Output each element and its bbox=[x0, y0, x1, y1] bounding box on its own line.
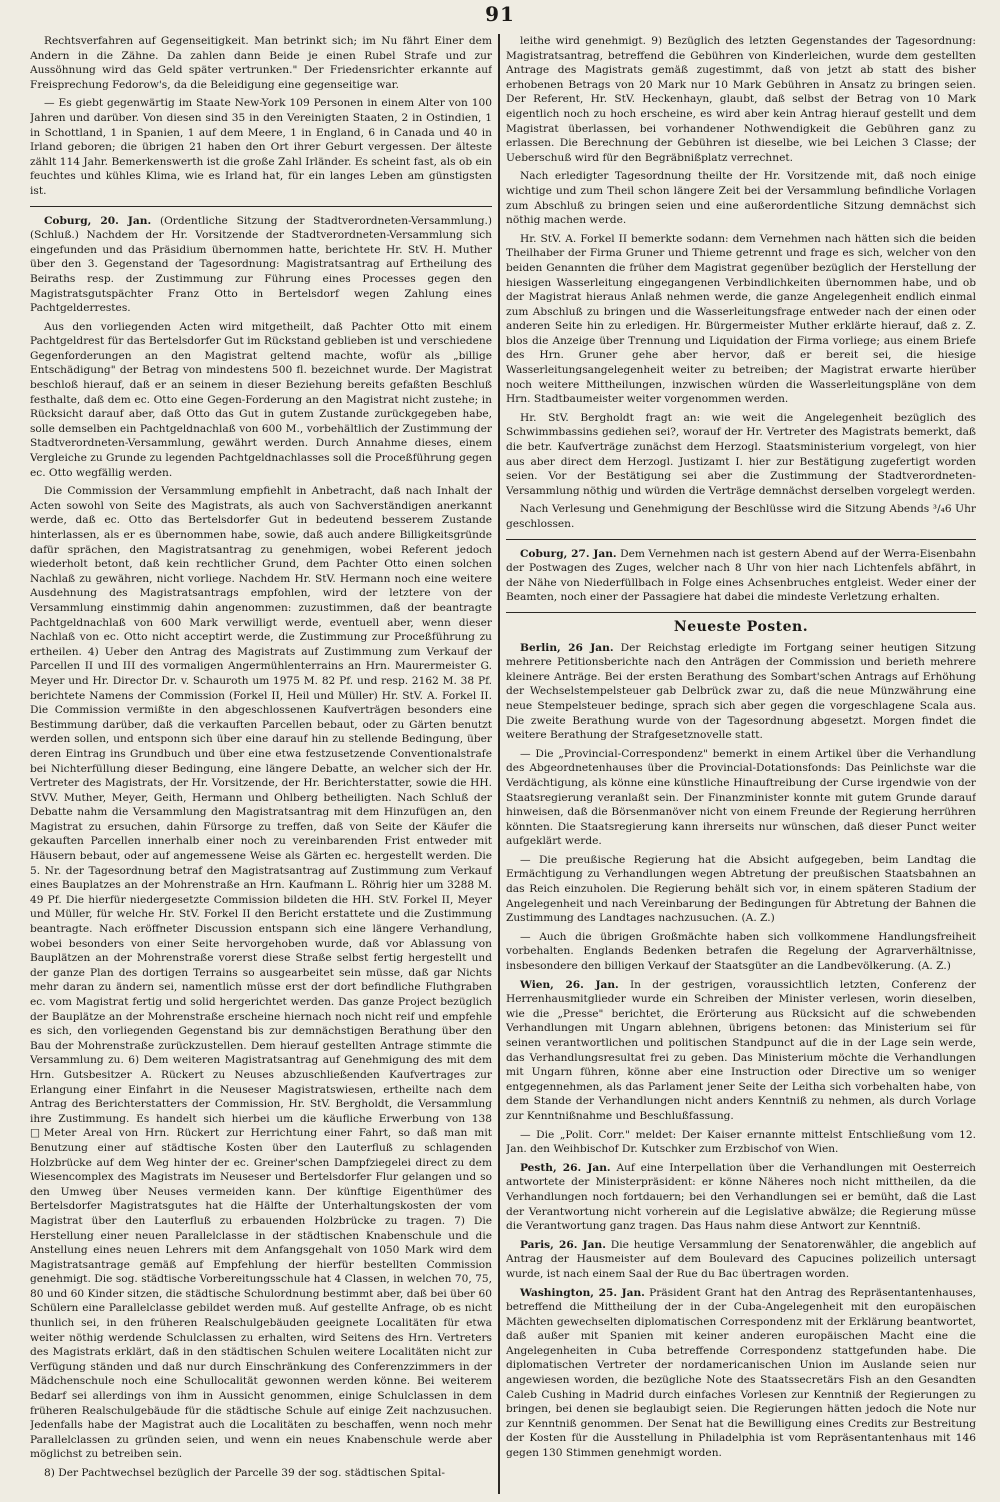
news-item bbox=[30, 214, 492, 316]
dateline: Berlin, 26 Jan. bbox=[520, 641, 614, 654]
dateline: Wien, 26. Jan. bbox=[520, 978, 619, 991]
article-paragraph bbox=[506, 930, 976, 974]
right-column bbox=[506, 34, 976, 1494]
dateline: Coburg, 20. Jan. bbox=[44, 214, 152, 227]
paragraph-text: Präsident Grant hat den Antrag des Repräsentantenhauses, betreffend die Mittheilung der in der Cuba-Angelegenheit mit den europäischen Mächten gewechselten diplomatischen Correspondenz mit der Erklärung beantwortet, daß außer mit Spanien mit keiner anderen europäischen Macht eine die Angelegenheiten in Cuba betreffende Correspondenz stattgefunden habe. Die diplomatischen Vertreter der nordamericanischen Union im Auslande seien nur angewiesen worden, die bezügliche Note des Staatssecretärs Fish an den Gesandten Caleb Cushing in Madrid durch einfaches Vorlesen zur Kenntniß der Regierungen zu bringen, bei denen sie beglaubigt seien. Die Regierungen hätten jedoch die Note nur zur Kenntniß genommen. Der Senat hat die Bewilligung eines Credits zur Bestreitung der Kosten für die Ausstellung in Philadelphia ist vom Repräsentantenhaus mit 146 gegen 130 Stimmen genehmigt worden. bbox=[506, 1286, 976, 1460]
paragraph-text: Auf eine Interpellation über die Verhandlungen mit Oesterreich antwortete der Ministerpräsident: er könne Näheres noch nicht mittheilen, da die Verhandlungen noch fortdauern; bei den Verhandlungen sei er bemüht, daß die Last der Verantwortung nicht vorherein auf die Legislative abwälze; die Regierung müsse die Verantwortung ganz tragen. Das Haus nahm diese Antwort zur Kenntniß. bbox=[506, 1161, 976, 1233]
news-item bbox=[506, 547, 976, 605]
article-paragraph bbox=[506, 34, 976, 165]
section-heading: Neueste Posten. bbox=[673, 618, 809, 635]
section-divider bbox=[506, 539, 976, 540]
dateline: Coburg, 27. Jan. bbox=[520, 547, 617, 560]
article-paragraph bbox=[506, 169, 976, 227]
dateline: Pesth, 26. Jan. bbox=[520, 1161, 611, 1174]
paragraph-text: Die Commission der Versammlung empfiehlt in Anbetracht, daß nach Inhalt der Acten sowohl von Seite des Magistrats, als auch von Sachverständigen anerkannt werde, daß ec. Otto das Bertelsdorfer Gut in bedeutend besserem Zustande hinterlassen, als er es übernommen habe, sowie, daß auch andere Billigkeitsgründe dafür sprächen, den Magistratsantrag zu genehmigen, wobei Referent jedoch wiederholt betont, daß kein rechtlicher Grund, dem Pachter Otto einen solchen Nachlaß zu gewähren, nicht vorliege. Nachdem Hr. StV. Hermann noch eine weitere Ausdehnung des Magistratsantrags empfohlen, wird der letztere von der Versammlung einstimmig dahin angenommen: zuzustimmen, daß der beantragte Pachtgeldnachlaß von 600 Mark verwilligt werde, eventuell aber, wenn dieser Nachlaß von ec. Otto nicht acceptirt werde, die Zustimmung zur Proceßführung zu ertheilen. 4) Ueber den Antrag des Magistrats auf Zustimmung zum Verkauf der Parcellen II und III des vormaligen Angermühlenterrains an Hrn. Maurermeister G. Meyer und Hr. Director Dr. v. Schauroth um 1975 M. 82 Pf. und resp. 2162 M. 38 Pf. berichtete Namens der Commission (Forkel II, Heil und Müller) Hr. StV. A. Forkel II. Die Commission vermißte in den abgeschlossenen Kaufverträgen besonders eine Bestimmung darüber, daß die verkauften Parcellen bebaut, oder zu Gärten benutzt werden sollen, und entsponn sich über eine darauf hin zu stellende Bedingung, über deren Eintrag ins Grundbuch und über eine etwa festzusetzende Conventionalstrafe bei Nichterfüllung dieser Bedingung, eine längere Debatte, an welcher sich der Hr. Vertreter des Magistrats, der Hr. Vorsitzende, der Hr. Berichterstatter, sowie die HH. StVV. Muther, Meyer, Geith, Hermann und Ohlberg betheiligten. Nach Schluß der Debatte nahm die Versammlung den Magistratsantrag mit dem Hinzufügen an, den Magistrat zu ersuchen, dahin Fürsorge zu treffen, daß von Seite der Käufer die gekauften Parcellen innerhalb einer noch zu vereinbarenden Frist entweder mit Häusern bebaut, oder auf angemessene Weise als Gärten ec. hergestellt werden. Die 5. Nr. der Tagesordnung betraf den Magistratsantrag auf Zustimmung zum Verkauf eines Bauplatzes an der Mohrenstraße an Hrn. Kaufmann L. Röhrig hier um 3288 M. 49 Pf. Die hierfür niedergesetzte Commission bildeten die HH. StV. Forkel II, Meyer und Müller, für welche Hr. StV. Forkel II den Bericht erstattete und die Zustimmung beantragte. Nach eröffneter Discussion entspann sich eine längere Verhandlung, wobei besonders von einer Seite hervorgehoben wurde, daß vor Ablassung von Bauplätzen an der Mohrenstraße vorerst diese Straße selbst fertig hergestellt und der ganze Plan des dortigen Terrains so ausgearbeitet sein müsse, daß gar Nichts mehr daran zu ändern sei, namentlich müsse erst der dort befindliche Fluthgraben ec. vom Magistrat fertig und solid hergerichtet werden. Das ganze Project bezüglich der Bauplätze an der Mohrenstraße erscheine hiernach noch nicht reif und empfehle es sich, den vorliegenden Gegenstand bis zur demnächstigen Berathung über den Bau der Mohrenstraße zurückzustellen. Dem hierauf gestellten Antrage stimmte die Versammlung zu. 6) Dem weiteren Magistratsantrag auf Genehmigung des mit dem Hrn. Gutsbesitzer A. Rückert zu Neuses abzuschließenden Kaufvertrages zur Erlangung einer Einfahrt in die Neuseser Magistratswiesen, ertheilte nach dem Antrag des Berichterstatters der Commission, Hr. StV. Bergholdt, die Versammlung ihre Zustimmung. Es handelt sich hierbei um die käufliche Erwerbung von 138 □Meter Areal von Hrn. Rückert zur Herrichtung einer Fahrt, so daß man mit Benutzung einer auf städtische Kosten über den Lauterfluß zu schlagenden Holzbrücke auf dem Weg hinter der ec. Greiner'schen Dampfziegelei direct zu dem Wiesencomplex des Magistrats im Neuseser und Bertelsdorfer Flur gelangen und so den Umweg über Neuses vermeiden kann. Der künftige Eigenthümer des Bertelsdorfer Magistratsgutes hat die Hälfte der Unterhaltungskosten der vom Magistrat über den Lauterfluß zu erbauenden Holzbrücke zu tragen. 7) Die Herstellung einer neuen Parallelclasse in der städtischen Knabenschule und die Anstellung eines neuen Lehrers mit dem Anfangsgehalt von 1050 Mark wird dem Magistratsantrage gemäß auf Empfehlung der hierfür bestellten Commission genehmigt. Die sog. städtische Vorbereitungsschule hat 4 Classen, in welchen 70, 75, 80 und 60 Kinder sitzen, die städtische Schulordnung bestimmt aber, daß bei über 60 Schülern eine Parallelclasse gebildet werden muß. Auf gestellte Anfrage, ob es nicht thunlich sei, in den früheren Realschulgebäuden geeignete Localitäten für etwa weiter nöthig werdende Schulclassen zu erhalten, wird Seitens des Hrn. Vertreters des Magistrats erklärt, daß in den städtischen Schulen weitere Localitäten nicht zur Verfügung ständen und daß nur durch Einschränkung des Conferenzzimmers in der Mädchenschule noch eine Schullocalität gewonnen werden könne. Bei weiterem Bedarf sei allerdings von ihm in Aussicht genommen, einige Schulclassen in dem früheren Realschulgebäude für die städtische Schule auf einige Zeit nachzusuchen. Jedenfalls habe der Magistrat auch die Localitäten zu beschaffen, wenn noch mehr Parallelclassen zu gründen seien, und wenn ein neues Knabenschule werde aber möglichst zu betreiben sein. bbox=[30, 485, 492, 1461]
paragraph-text: — Die „Polit. Corr." meldet: Der Kaiser ernannte mittelst Entschließung vom 12. Jan. den Weihbischof Dr. Kutschker zum Erzbischof von Wien. bbox=[506, 1128, 976, 1156]
dateline: Paris, 26. Jan. bbox=[520, 1238, 606, 1251]
news-item bbox=[506, 1286, 976, 1461]
paragraph-text: Dem Vernehmen nach ist gestern Abend auf der Werra-Eisenbahn der Postwagen des Zuges, welcher nach 8 Uhr von hier nach Lichtenfels abfährt, in der Nähe von Niederfüllbach in Folge eines Achsenbruches entgleist. Weder einer der Beamten, noch einer der Passagiere hat dabei die mindeste Verletzung erhalten. bbox=[506, 547, 976, 604]
paragraph-text: Hr. StV. Bergholdt fragt an: wie weit die Angelegenheit bezüglich des Schwimmbassins gediehen sei?, worauf der Hr. Vertreter des Magistrats bemerkt, daß die betr. Kaufverträge zunächst dem Herzogl. Staatsministerium vorgelegt, von hier aus aber direct dem Herzogl. Justizamt I. hier zur Bestätigung zugefertigt worden seien. Vor der Bestätigung sei aber die Zustimmung der Stadtverordneten-Versammlung nöthig und würden die Verträge demnächst derselben vorgelegt werden. bbox=[506, 411, 976, 497]
dateline: Washington, 25. Jan. bbox=[520, 1286, 645, 1299]
article-paragraph bbox=[30, 320, 492, 481]
paragraph-text: 8) Der Pachtwechsel bezüglich der Parcelle 39 der sog. städtischen Spital- bbox=[44, 1467, 445, 1479]
paragraph-text: Rechtsverfahren auf Gegenseitigkeit. Man betrinkt sich; im Nu fährt Einer dem Andern in die Zähne. Da zahlen dann Beide je einen Rubel Strafe und zur Aussöhnung wird das Geld später vertrunken." Der Friedensrichter erkannte auf Freisprechung Fedorow's, da die Beleidigung eine gegenseitige war. bbox=[30, 35, 492, 91]
article-paragraph bbox=[30, 484, 492, 1462]
paragraph-text: — Die preußische Regierung hat die Absicht aufgegeben, beim Landtag die Ermächtigung zu Verhandlungen wegen Abtretung der preußischen Staatsbahnen an das Reich einzuholen. Die Regierung behält sich vor, in einem späteren Stadium der Angelegenheit und nach Vereinbarung der Bedingungen für Abtretung der Bahnen die Zustimmung des Landtages nachzusuchen. (A. Z.) bbox=[506, 853, 976, 925]
paragraph-text: Nach erledigter Tagesordnung theilte der Hr. Vorsitzende mit, daß noch einige wichtige und zum Theil schon längere Zeit bei der Versammlung befindliche Vorlagen zum Abschluß zu bringen seien und eine außerordentliche Sitzung demnächst sich nöthig machen werde. bbox=[506, 170, 976, 227]
paragraph-text: Nach Verlesung und Genehmigung der Beschlüsse wird die Sitzung Abends ³/₄6 Uhr geschlossen. bbox=[506, 503, 976, 530]
left-column bbox=[30, 34, 492, 1494]
news-item bbox=[506, 1238, 976, 1282]
article-paragraph bbox=[30, 1466, 492, 1481]
paragraph-text: leithe wird genehmigt. 9) Bezüglich des letzten Gegenstandes der Tagesordnung: Magistratsantrag, betreffend die Gebühren von Kinderleichen, wurde dem gestellten Antrage des Magistrats gemäß zugestimmt, daß von jetzt ab statt des bisher erhobenen Betrags von 20 Mark nur 10 Mark Gebühren in Ansatz zu bringen seien. Der Referent, Hr. StV. Heckenhayn, glaubt, daß selbst der Betrag von 10 Mark eigentlich noch zu hoch erscheine, es wird aber kein Antrag hierauf gestellt und dem Magistrat überlassen, bei vorhandener Nothwendigkeit die Gebühren ganz zu erlassen. Die Berechnung der Gebühren ist dieselbe, wie bei Leichen 3 Classe; der Ueberschuß wird für den Begräbnißplatz verrechnet. bbox=[506, 35, 976, 164]
paragraph-text: Aus den vorliegenden Acten wird mitgetheilt, daß Pachter Otto mit einem Pachtgeldrest für das Bertelsdorfer Gut im Rückstand geblieben ist und verschiedene Gegenforderungen an den Magistrat geltend machte, wofür als „billige Entschädigung" der Betrag von mindestens 500 fl. bezeichnet wurde. Der Magistrat beschloß hierauf, daß er an seinem in dieser Beziehung bereits gefaßten Beschluß festhalte, daß dem ec. Otto eine Gegen-Forderung an den Magistrat nicht zustehe; in Rücksicht darauf aber, daß Otto das Gut in gutem Zustande zurückgegeben habe, solle demselben ein Pachtgeldnachlaß von 600 M., vorbehältlich der Zustimmung der Stadtverordneten-Versammlung, gewährt werden. Durch Annahme dieses, einem Vergleiche zu Grunde zu legenden Pachtgeldnachlasses soll die Proceßführung gegen ec. Otto wegfällig werden. bbox=[30, 320, 492, 479]
column-divider bbox=[498, 34, 500, 1494]
paragraph-text: Die heutige Versammlung der Senatorenwähler, die angeblich auf Antrag der Hausmeister auf dem Boulevard des Capucines polizeilich untersagt wurde, ist nach einem Saal der Rue du Bac übertragen worden. bbox=[506, 1238, 976, 1280]
article-paragraph bbox=[506, 411, 976, 499]
article-paragraph bbox=[30, 96, 492, 198]
article-paragraph bbox=[506, 502, 976, 531]
article-paragraph bbox=[506, 747, 976, 849]
paragraph-text: — Die „Provincial-Correspondenz" bemerkt in einem Artikel über die Verhandlung des Abgeordnetenhauses über die Provincial-Dotationsfonds: Das Peinlichste war die Verdächtigung, als könne eine künstliche Hinauftreibung der Curse irgendwie von der Staatsregierung veranlaßt sein. Der Finanzminister konnte mit gutem Grunde darauf hinweisen, daß die Börsenmanöver nicht von einem Freunde der Regierung herrühren könnten. Die Staatsregierung kann ihrerseits nur wünschen, daß dieser Punct weiter aufgeklärt werde. bbox=[506, 747, 976, 848]
article-paragraph bbox=[506, 853, 976, 926]
page-number: 91 bbox=[485, 2, 515, 26]
paragraph-text: (Ordentliche Sitzung der Stadtverordneten-Versammlung.) (Schluß.) Nachdem der Hr. Vorsitzende der Stadtverordneten-Versammlung sich eingefunden und das Präsidium übernommen hatte, berichtete Hr. StV. H. Muther über den 3. Gegenstand der Tagesordnung: Magistratsantrag auf Ertheilung des Beiraths resp. der Zustimmung zur Führung eines Processes gegen den Magistratsgutspächter Franz Otto in Bertelsdorf wegen Zahlung eines Pachtgelderrestes. bbox=[30, 214, 492, 315]
section-divider bbox=[506, 612, 976, 613]
paragraph-text: — Es giebt gegenwärtig im Staate New-York 109 Personen in einem Alter von 100 Jahren und darüber. Von diesen sind 35 in den Vereinigten Staaten, 2 in Ostindien, 1 in Schottland, 1 in Spanien, 1 auf dem Meere, 1 in England, 6 in Canada und 40 in Irland geboren; die übrigen 21 haben den Ort ihrer Geburt vergessen. Der älteste zählt 114 Jahr. Bemerkenswerth ist die große Zahl Irländer. Es scheint fast, als ob ein feuchtes und kühles Klima, wie es Irland hat, für ein langes Leben am günstigsten ist. bbox=[30, 97, 492, 197]
article-paragraph bbox=[506, 232, 976, 407]
paragraph-text: In der gestrigen, voraussichtlich letzten, Conferenz der Herrenhausmitglieder wurde ein Schreiben der Minister verlesen, worin dieselben, wie die „Presse" berichtet, die Erörterung aus Rücksicht auf die schwebenden Verhandlungen mit Ungarn ablehnen, übrigens betonen: das Ministerium sei für seinen verantwortlichen und politischen Standpunct auf die in der Lage sein werde, das Verhandlungsresultat frei zu geben. Das Ministerium möchte die Verhandlungen mit Ungarn führen, könne aber eine Instruction oder Directive um so weniger entgegennehmen, als das Parlament jener Seite der Leitha sich vorbehalten habe, von dem Stande der Verhandlungen nicht anders Kenntniß zu nehmen, als durch Vorlage zur Kenntnißnahme und Beschlußfassung. bbox=[506, 978, 976, 1122]
paragraph-text: Der Reichstag erledigte im Fortgang seiner heutigen Sitzung mehrere Petitionsberichte nach den Anträgen der Commission und berieth mehrere kleinere Anträge. Bei der ersten Berathung des Sombart'schen Antrags auf Erhöhung der Wechselstempelsteuer gab Delbrück zwar zu, daß die neue Münzwährung eine neue Stempelsteuer bedinge, sprach sich aber gegen die vorgeschlagene Scala aus. Die zweite Berathung wurde von der Tagesordnung abgesetzt. Morgen findet die weitere Berathung der Strafgesetznovelle statt. bbox=[506, 641, 976, 742]
section-divider bbox=[30, 206, 492, 207]
news-item bbox=[506, 978, 976, 1124]
paragraph-text: — Auch die übrigen Großmächte haben sich vollkommene Handlungsfreiheit vorbehalten. Englands Bedenken betrafen die Regelung der Agrarverhältnisse, insbesondere den billigen Verkauf der Staatsgüter an die Landbevölkerung. (A. Z.) bbox=[506, 930, 976, 973]
article-paragraph bbox=[506, 1128, 976, 1157]
news-item bbox=[506, 641, 976, 743]
paragraph-text: Hr. StV. A. Forkel II bemerkte sodann: dem Vernehmen nach hätten sich die beiden Theilhaber der Firma Gruner und Thieme getrennt und frage es sich, welcher von den beiden Genannten die früher dem Magistrat gegenüber bezüglich der Herstellung der hiesigen Wasserleitung eingegangenen Verbindlichkeiten übernommen habe, und ob der Magistrat hieraus Anlaß nehmen werde, die ganze Angelegenheit endlich einmal zum Abschluß zu bringen und die Wasserleitungsfrage entweder nach der einen oder anderen Seite hin zu erledigen. Hr. Bürgermeister Muther erklärte hierauf, daß z. Z. blos die Anzeige über Trennung und Liquidation der Firma vorliege; aus einem Briefe des Hrn. Gruner gehe aber hervor, daß er bereit sei, die hiesige Wasserleitungsangelegenheit weiter zu betreiben; der Magistrat erwarte hierüber noch weitere Mittheilungen, inzwischen würden die Wasserleitungspläne von dem Hrn. Stadtbaumeister weiter vorgenommen werden. bbox=[506, 232, 976, 406]
news-item bbox=[506, 1161, 976, 1234]
article-paragraph bbox=[30, 34, 492, 92]
